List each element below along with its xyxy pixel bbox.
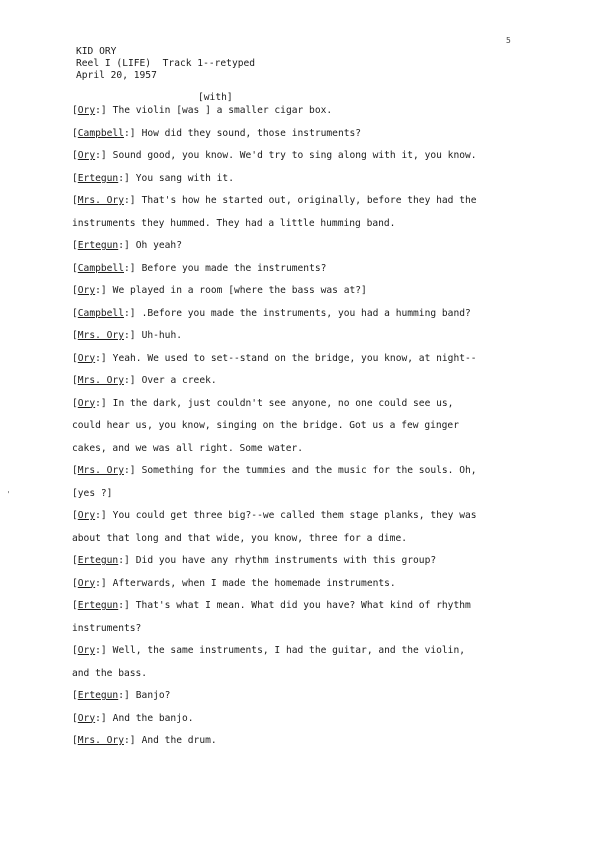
dialogue-text: You sang with it.	[135, 172, 234, 184]
speaker-name: Ory	[77, 105, 96, 116]
speaker-name: Mrs. Ory	[77, 330, 124, 341]
speaker-name: Mrs. Ory	[77, 195, 124, 206]
speaker-name: Ory	[77, 397, 96, 409]
speaker-name: Mrs. Ory	[77, 735, 124, 746]
dialogue-text: and the bass.	[72, 667, 148, 679]
speaker-name: Campbell	[77, 262, 124, 274]
speaker-label: [Ory:]	[72, 150, 107, 161]
speaker-label: [Mrs. Ory:]	[72, 195, 136, 206]
dialogue-text: [yes ?]	[72, 487, 113, 499]
dialogue-continuation	[72, 483, 112, 506]
dialogue-continuation	[72, 663, 147, 686]
speaker-label: [Campbell:]	[72, 307, 136, 319]
speaker-label: [Ory:]	[72, 105, 107, 116]
dialogue-text: And the drum.	[141, 735, 217, 746]
speaker-label: [Mrs. Ory:]	[72, 375, 136, 386]
dialogue-line	[72, 168, 234, 191]
speaker-name: Ertegun	[77, 172, 119, 184]
dialogue-line	[72, 595, 471, 618]
dialogue-text: could hear us, you know, singing on the bridge. Got us a few ginger	[72, 420, 459, 431]
speaker-label: [Ory:]	[72, 645, 107, 656]
dialogue-line	[72, 393, 453, 416]
dialogue-text: Oh yeah?	[135, 240, 182, 251]
dialogue-text: Well, the same instruments, I had the guitar, and the violin,	[112, 645, 466, 656]
dialogue-line	[72, 640, 465, 663]
dialogue-line	[72, 325, 182, 348]
speaker-name: Ory	[77, 352, 96, 364]
dialogue-text: instruments?	[72, 622, 142, 634]
dialogue-text: Uh-huh.	[141, 330, 182, 341]
dialogue-line	[72, 303, 471, 326]
dialogue-text: In the dark, just couldn't see anyone, no one could see us,	[112, 397, 454, 409]
speaker-name: Ertegun	[77, 240, 119, 251]
dialogue-line	[72, 258, 326, 281]
dialogue-text: How did they sound, those instruments?	[141, 127, 362, 139]
speaker-label: [Ertegun:]	[72, 240, 130, 251]
dialogue-text: That's how he started out, originally, before they had the	[141, 195, 477, 206]
dialogue-text: We played in a room [where the bass was at?]	[112, 285, 367, 296]
document-header	[76, 46, 255, 82]
dialogue-line	[72, 235, 182, 258]
dialogue-text: about that long and that wide, you know, three for a dime.	[72, 532, 408, 544]
speaker-label: [Ertegun:]	[72, 555, 130, 566]
interlinear-insert: [with]	[198, 92, 233, 103]
header-reel-track: Reel I (LIFE) Track 1--retyped	[76, 58, 256, 69]
dialogue-line	[72, 573, 396, 596]
speaker-label: [Ory:]	[72, 712, 107, 724]
header-date: April 20, 1957	[76, 70, 157, 81]
dialogue-line	[72, 190, 477, 213]
dialogue-text: And the banjo.	[112, 712, 194, 724]
dialogue-text: Banjo?	[135, 690, 171, 701]
dialogue-line	[72, 460, 477, 483]
speaker-label: [Mrs. Ory:]	[72, 735, 136, 746]
speaker-label: [Campbell:]	[72, 127, 136, 139]
dialogue-text: Sound good, you know. We'd try to sing along with it, you know.	[112, 150, 477, 161]
page-number: 5	[506, 36, 511, 45]
speaker-label: [Mrs. Ory:]	[72, 465, 136, 476]
dialogue-line	[72, 280, 367, 303]
dialogue-text: Did you have any rhythm instruments with this group?	[135, 555, 437, 566]
dialogue-continuation	[72, 438, 303, 461]
speaker-label: [Ertegun:]	[72, 600, 130, 611]
header-title: KID ORY	[76, 46, 117, 57]
dialogue-line	[72, 505, 477, 528]
speaker-label: [Ory:]	[72, 510, 107, 521]
speaker-name: Ertegun	[77, 690, 119, 701]
speaker-name: Ory	[77, 645, 96, 656]
dialogue-continuation	[72, 618, 141, 641]
speaker-name: Ertegun	[77, 600, 119, 611]
speaker-name: Mrs. Ory	[77, 375, 124, 386]
speaker-label: [Ory:]	[72, 577, 107, 589]
speaker-name: Ory	[77, 510, 96, 521]
dialogue-text: .Before you made the instruments, you had a humming band?	[141, 307, 471, 319]
speaker-label: [Ory:]	[72, 397, 107, 409]
speaker-name: Ertegun	[77, 555, 119, 566]
speaker-name: Ory	[77, 285, 96, 296]
dialogue-text: The violin [was ] a smaller cigar box.	[112, 105, 333, 116]
speaker-name: Campbell	[77, 127, 124, 139]
dialogue-text: You could get three big?--we called them stage planks, they was	[112, 510, 477, 521]
dialogue-line	[72, 123, 361, 146]
dialogue-line	[72, 730, 217, 753]
speaker-name: Mrs. Ory	[77, 465, 124, 476]
dialogue-text: That's what I mean. What did you have? What kind of rhythm	[135, 600, 471, 611]
dialogue-continuation	[72, 528, 407, 551]
dialogue-text: cakes, and we was all right. Some water.	[72, 442, 304, 454]
speaker-name: Ory	[77, 712, 96, 724]
speaker-label: [Campbell:]	[72, 262, 136, 274]
speaker-label: [Ory:]	[72, 285, 107, 296]
dialogue-continuation	[72, 213, 395, 236]
dialogue-text: Afterwards, when I made the homemade instruments.	[112, 577, 396, 589]
speaker-name: Ory	[77, 150, 96, 161]
dialogue-text: Yeah. We used to set--stand on the bridge, you know, at night--	[112, 352, 477, 364]
dialogue-line	[72, 550, 436, 573]
dialogue-text: Something for the tummies and the music for the souls. Oh,	[141, 465, 477, 476]
dialogue-line	[72, 708, 194, 731]
dialogue-line	[72, 685, 170, 708]
dialogue-line	[72, 145, 477, 168]
speaker-label: [Ory:]	[72, 352, 107, 364]
speaker-name: Ory	[77, 577, 96, 589]
speaker-label: [Mrs. Ory:]	[72, 330, 136, 341]
dialogue-continuation	[72, 415, 459, 438]
dialogue-text: Before you made the instruments?	[141, 262, 327, 274]
dialogue-text: instruments they hummed. They had a little humming band.	[72, 217, 396, 229]
speaker-name: Campbell	[77, 307, 124, 319]
dialogue-line	[72, 370, 217, 393]
dialogue-line	[72, 348, 477, 371]
speaker-label: [Ertegun:]	[72, 690, 130, 701]
dialogue-line	[72, 100, 332, 123]
speaker-label: [Ertegun:]	[72, 172, 130, 184]
dialogue-text: Over a creek.	[141, 375, 217, 386]
margin-mark: '	[6, 490, 11, 499]
